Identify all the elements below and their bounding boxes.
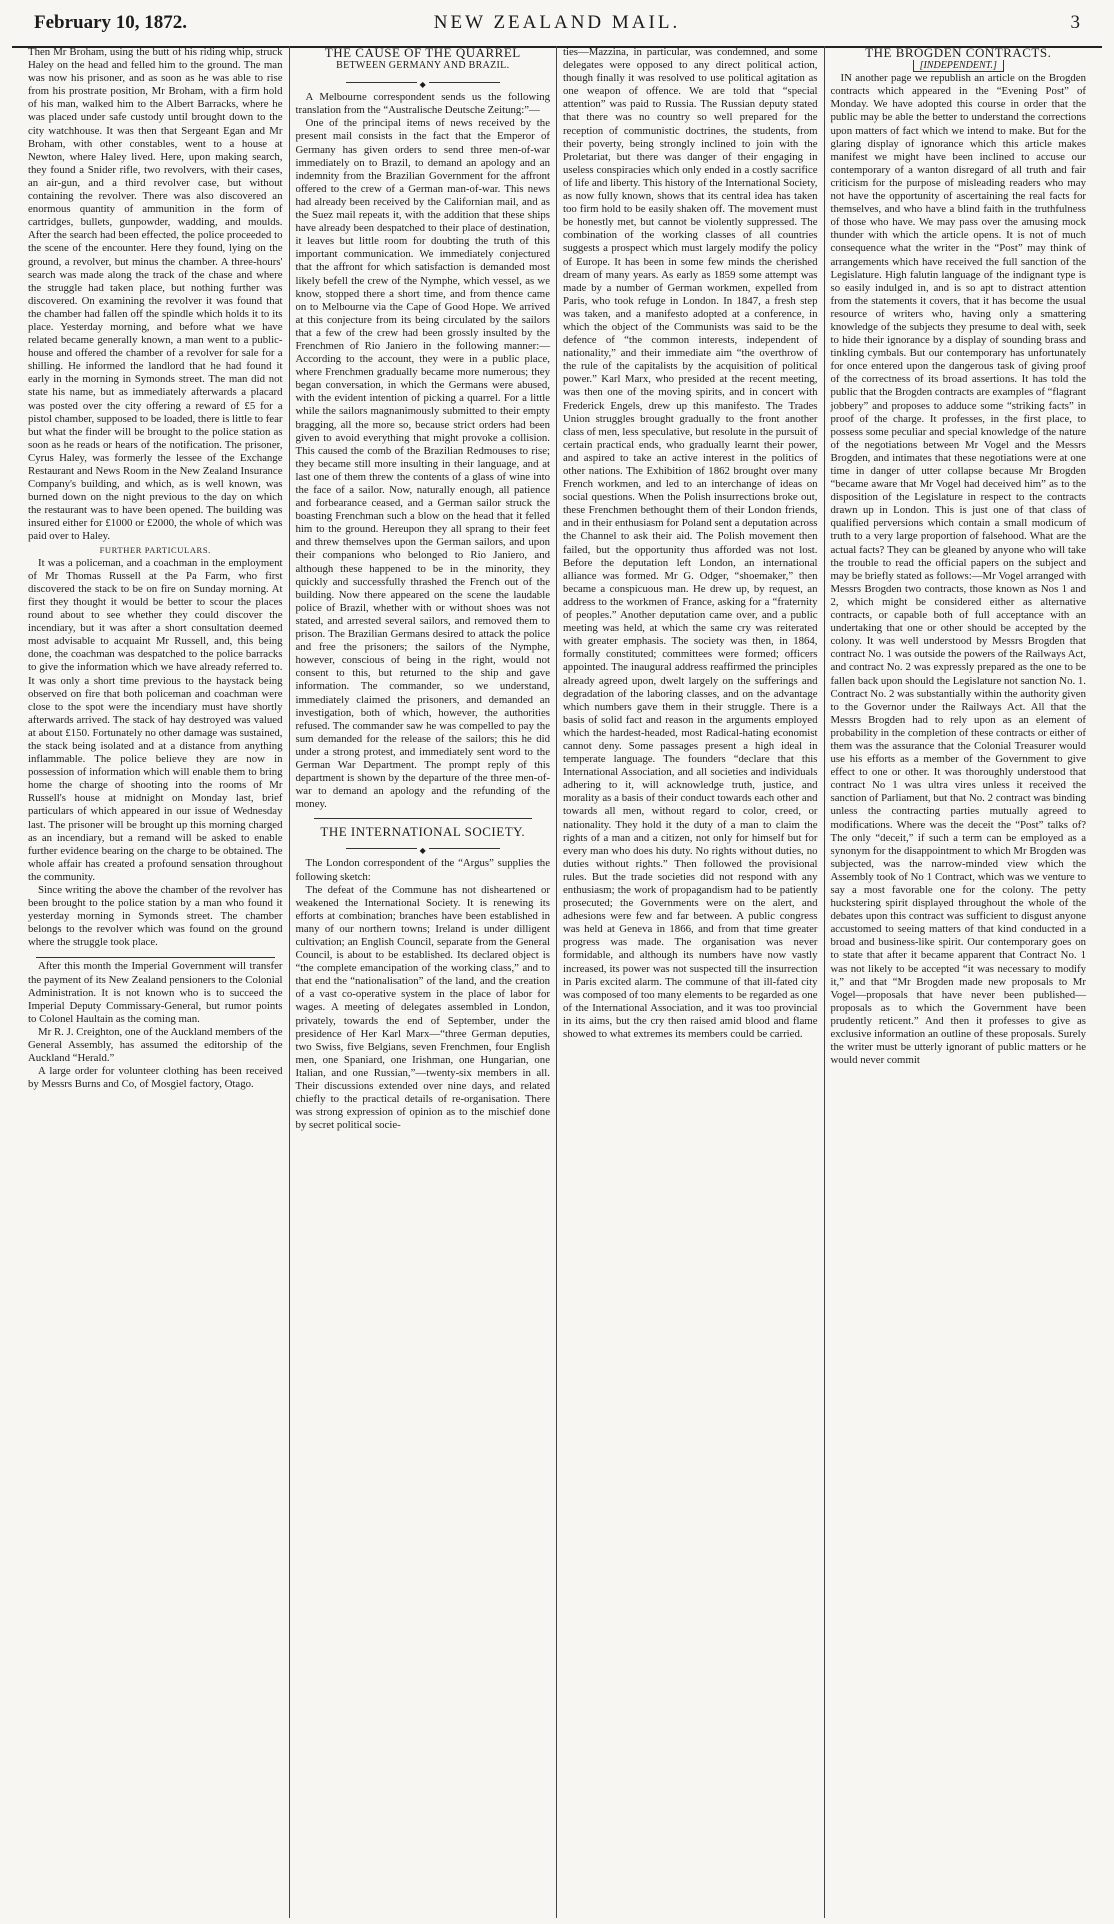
- newspaper-title: NEW ZEALAND MAIL.: [433, 12, 681, 33]
- column-2: [290, 46, 558, 1918]
- news-item: After this month the Imperial Government will transfer the payment of its New Zealand pensioners to the Colonial Administration. It is not known who is to succeed the Imperial Deputy Commissary-General, but rumor points to Colonel Haultain as the coming man.: [28, 960, 283, 1025]
- article-paragraph: IN another page we republish an article on the Brogden contracts which appeared in the “Evening Post” of Monday. We have adopted this course in order that the public may be able the better to understand the corrections upon matters of fact which we intend to make. But for the glaring display of ignorance which this article makes manifest we might have been inclined to accuse our contemporary of a wanton disregard of all truth and fair criticism for the purpose of misleading readers who may not have the opportunity of ascertaining the real facts for themselves, and who have a blind faith in the truthfulness of those who have. We may pass over the amusing mock thunder with which the article opens. It is not of much consequence what the writer in the “Post” may think of arrangements which have received the full sanction of the Legislature. High falutin language of the indignant type is so easily indulged in, and is so apt to distract attention from the statements it covers, that it has become the usual resource of writers who, having only a smattering knowledge of the subjects they presume to deal with, seek to hide their ignorance by a display of sounding brass and tinkling cymbals. But our contemporary has unfortunately for once entered upon the dangerous task of giving proof of the correctness of its broad assertions. It has told the public that the Brogden contracts are examples of “flagrant jobbery” and proposes to adduce some “striking facts” in proof of the charge. It professes, in the first place, to possess some peculiar and special knowledge of the nature of the negotiations between Mr Vogel and the Messrs Brogden, and intimates that these negotiations were at one time in danger of utter collapse because Mr Brogden “became aware that Mr Vogel had deceived him” as to the disposition of the Legislature in respect to the contracts drawn up in London. This is just one of that class of qualified perversions which contain a small modicum of truth to a very large proportion of falsehood. What are the actual facts? They can be gleaned by anyone who will take the trouble to read the official papers on the subject and may be briefly stated as follows:—Mr Vogel arranged with Messrs Brogden two contracts, those known as Nos 1 and 2, which might be considered either as alternative contracts, or capable both of full acceptance with an undertaking that one or other should be accepted by the colony. It was well understood by Messrs Brogden that contract No. 1 was outside the powers of the Railways Act, and contract No. 2 was expressly prepared as the one to be fallen back upon should the Legislature not sanction No. 1. Contract No. 2 was substantially within the authority given to the Governor under the Railways Act. All that the Messrs Brogden had to rely upon as an element of probability in the completion of these contracts or either of them was the assurance that the Colonial Treasurer would use his efforts as a member of the Government to give effect to one or other. It was thoroughly understood that contract No 1 was ultra vires unless it received the sanction of Parliament, but that No. 2 contract was binding unless the contracting parties mutually agreed to modifications. Where was the deceit the “Post” talks of? The only “deceit,” if such a term can be employed as a synonym for the disappointment to which Mr Brogden was subjected, was the narrow-minded view which the Assembly took of No 1 Contract, which was we venture to say a most favorable one for the colony. The petty huckstering spirit displayed throughout the whole of the debates upon this contract was sufficient to disgust anyone accustomed to seeing matters of that kind conducted in a broad and business-like spirit. Our contemporary goes on to state that after it became apparent that Contract No. 1 was not likely to be accepted “it was necessary to modify it,” and that “Mr Brogden made new proposals to Mr Vogel—proposals that have never been published—proposals as to which the Government have been prudently reticent.” And then it professes to give as exclusive information an outline of these proposals. Surely the writer must be utterly ignorant of public matters or he would never commit: [830, 72, 1086, 1067]
- article-paragraph: It was a policeman, and a coachman in the employment of Mr Thomas Russell at the Pa Farm, who first discovered the stack to be on fire on Sunday morning. At first they thought it would be better to scour the places round about to see whether they could discover the incendiary, but it was after a short consultation deemed most advisable to acquaint Mr Russell, and, this being done, the coachman was despatched to the police barracks to give the information which we have already referred to. It was only a short time previous to the haystack being observed on fire that both policeman and coachman were close to the spot were the incendiary must have shortly afterwards arrived. The stack of hay destroyed was valued at about £150. Fortunately no other damage was sustained, the stack being isolated and at a distance from anything inflammable. The police believe they are now in possession of information which will enable them to bring home the charge of shooting into the rooms of Mr Russell's house at midnight on Monday last, brief particulars of which appeared in our issue of Wednesday last. The prisoner will be brought up this morning charged as an incendiary, but a remand will be asked to enable further evidence bearing on the charge to be obtained. The whole affair has created a profound sensation throughout the community.: [28, 556, 283, 883]
- news-item: A large order for volunteer clothing has been received by Messrs Burns and Co, of Mosgiel factory, Otago.: [28, 1065, 283, 1091]
- article-paragraph: The London correspondent of the “Argus” supplies the following sketch:: [295, 857, 550, 883]
- issue-date: February 10, 1872.: [34, 12, 188, 33]
- article-headline: THE CAUSE OF THE QUARREL: [324, 46, 521, 60]
- article-paragraph: The defeat of the Commune has not disheartened or weakened the International Society. It is renewing its efforts at combination; branches have been established in many of our northern towns; Ireland is under dilligent cultivation; an English Council, separate from the General Council, is about to be established. Its declared object is “the complete emancipation of the working class,” and to that end the “nationalisation” of the land, and the creation of a vast co-operative system in the place of labor for wages. A meeting of delegates assembled in London, privately, towards the end of September, under the presidence of Her Karl Marx—“three German deputies, two Swiss, five Belgians, seven Frenchmen, four English men, one Spaniard, one Irishman, one Hungarian, one Italian, and one Russian,”—twenty-six members in all. Their discussions extended over nine days, and related chiefly to the practical details of re-organisation. There was strong expression of opinion as to the mischief done by secret political socie-: [295, 883, 550, 1132]
- divider: [36, 957, 275, 958]
- column-1: [22, 46, 290, 1918]
- ornament-divider: ◆: [296, 844, 551, 852]
- page-number: 3: [1070, 12, 1080, 33]
- news-item: Mr R. J. Creighton, one of the Auckland members of the General Assembly, has assumed the editorship of the Auckland “Herald.”: [28, 1025, 283, 1065]
- article-paragraph: A Melbourne correspondent sends us the following translation from the “Australische Deutsche Zeitung:”—: [295, 91, 550, 117]
- divider: [314, 818, 533, 819]
- columns: [22, 46, 1092, 1918]
- article-source: [831, 59, 1087, 72]
- source-label: [INDEPENDENT.]: [913, 60, 1004, 72]
- masthead: [12, 6, 1102, 48]
- column-4: [825, 46, 1093, 1918]
- column-3: [557, 46, 825, 1918]
- ornament-divider: ◆: [296, 78, 551, 86]
- article-headline: THE INTERNATIONAL SOCIETY.: [320, 824, 526, 840]
- article-paragraph: Then Mr Broham, using the butt of his riding whip, struck Haley on the head and felled him to the ground. The man was now his prisoner, and as soon as he was able to rise from his prostrate position, Mr Broham, with a firm hold of his man, walked him to the Albert Barracks, where he was placed under safe custody until brought down to the city watchhouse. It was then that Sergeant Egan and Mr Broham, with other constables, went to a house at Newton, where Haley lived. Here, upon making search, they found a Snider rifle, two revolvers, with their cases, an air-gun, and a third revolver case, but without containing the revolver. There was also discovered an enormous quantity of ammunition in the form of cartridges, bullets, gunpowder, wadding, and moulds. After the search had been effected, the police proceeded to the scene of the encounter. Here they found, lying on the ground, a revolver, but minus the chamber. A three-hours' search was made along the track of the chase and where the struggle had taken place, but nothing further was discovered. On examining the revolver it was found that the chamber had fallen off the spindle which holds it to its place. Yesterday morning, and before what we have related became generally known, a man went to a public-house and offered the chamber of a revolver for sale for a shilling. He informed the landlord that he had found it early in the morning in Symonds street. The man did not state his name, but as immediately afterwards a placard was posted over the city offering a reward of £5 for a pistol chamber, supposed to be loaded, there is little to fear but what the finder will be brought to the police station as soon as he reads or hears of the notification. The prisoner, Cyrus Haley, was formerly the lessee of the Exchange Restaurant and News Room in the New Zealand Insurance Company's building, and which, as is well known, was burned down on the night previous to the day on which the restaurant was to have been opened. The building was insured either for £1000 or £2000, the whole of which was paid over to Haley.: [28, 46, 283, 543]
- article-headline: THE BROGDEN CONTRACTS.: [865, 46, 1052, 60]
- article-paragraph: ties—Mazzina, in particular, was condemned, and some delegates were opposed to any direct political action, though finally it was resolved to use political agitation as one weapon of offence. We are told that “special attention” was paid to Russia. The Russian deputy stated that there was no country so well prepared for the reception of communistic doctrines, the students, from their poverty, being strongly inclined to join with the Proletariat, but there was danger of their engaging in useless conspiracies which only ended in a costly sacrifice of life and liberty. This history of the International Society, as now fully known, shows that its central idea has taken too firm hold to be easily shaken off. The movement must be honestly met, but cannot be violently suppressed. The combination of the working classes of all countries suggests a prospect which must largely modify the policy of Europe. It has been in some few minds the cherished dream of many years. As early as 1859 some attempt was made by a number of German workmen, expelled from Paris, who took refuge in London. In 1847, a fresh step was taken, and a manifesto adopted at a conference, in which the object of the Communists was said to be the defence of “the common interests, independent of nationality,” and their immediate aim “the overthrow of the rule of the capitalists by the acquisition of political power.” Karl Marx, who presided at the recent meeting, was then one of the moving spirits, and in concert with Frederick Engels, drew up this manifesto. The Trades Union struggles brought gradually to the front another class of men, less speculative, but resolute in the pursuit of certain practical ends, who gradually learnt their power, and aspired to take an active interest in the politics of other nations. The Exhibition of 1862 brought over many French workmen, and led to an interchange of ideas on social questions. When the Polish insurrections broke out, these Frenchmen bethought them of their London friends, and in their enthusiasm for Poland sent a deputation across the Channel to ask their aid. The Polish movement then failed, but the opportunity thus afforded was not lost. Before the deputation left London, an international alliance was formed. Mr G. Odger, “shoemaker,” then became a conspicuous man. He drew up, by request, an address to the workmen of France, asking for a “fraternity of peoples.” Another deputation came over, and a public meeting was held, at which the same cry was reiterated with greater emphasis. The society was then, in 1864, formally constituted; committees were formed; officers appointed. The inaugural address reaffirmed the principles already agreed upon, dwelt largely on the sufferings and degradation of the laboring classes, and on the advantage which numbers gave them in their struggle. There is a basis of solid fact and reason in the arguments employed which the hardest-headed, most Radical-hating economist cannot deny. Some passages present a high ideal in temperate language. The founders “declare that this International Association, and all societies and individuals adhering to it, will acknowledge truth, justice, and morality as a basis of their conduct towards each other and towards all men, without regard to color, creed, or nationality. They hold it the duty of a man to claim the rights of a man and a citizen, not only for himself but for every man who does his duty. No rights without duties, no duties without rights.” Then followed the provisional rules. But the trade societies did not respond with any enthusiasm; the work of propagandism had to be patiently prosecuted; the Governments were on the alert, and adhesions were few and far between. A public congress was held at Geneva in 1866, and from that time greater progress was made. The organisation was never formidable, and although its numbers have now vastly increased, its power was not suspected till the insurrection in Paris excited alarm. The commune of that ill-fated city was composed of too many elements to be regarded as one of the International Association, and it was too provincial in its aims, but the cry then raised amid blood and flame showed to what extremes its members could be carried.: [563, 46, 818, 1041]
- article-subheadline: BETWEEN GERMANY AND BRAZIL.: [336, 60, 510, 72]
- section-subheading: FURTHER PARTICULARS.: [99, 544, 211, 555]
- article-paragraph: Since writing the above the chamber of the revolver has been brought to the police station by a man who found it yesterday morning in Symonds street. The chamber belongs to the revolver which was found on the ground where the struggle took place.: [28, 884, 283, 949]
- article-paragraph: One of the principal items of news received by the present mail consists in the fact that the Emperor of Germany has given orders to send three men-of-war immediately on to Brazil, to demand an apology and an indemnity from the Brazilian Government for the affront offered to the crew of a German man-of-war. This news had already been received by the Californian mail, and as the Suez mail repeats it, with the addition that these ships have already been despatched to their place of destination, it leaves but little room for doubting the truth of this important communication. We immediately conjectured that the affront for which satisfaction is demanded most likely befell the crew of the Nymphe, which vessel, as we know, stopped there a short time, and from thence came on to Melbourne via the Cape of Good Hope. We arrived at this conjecture from its being circulated by the sailors that a few of the crew had been grossly insulted by the Frenchmen of Rio Janiero in the following manner:—According to the account, they were in a public place, where Frenchmen gradually became more numerous; they began conversation, in which the Germans were abused, with the evident intention of picking a quarrel. For a little while the sailors magnanimously submitted to their empty bragging, all the more so, because strict orders had been given to avoid everything that might provoke a collision. This caused the comb of the Brazilian Redmouses to rise; they became still more insulting in their language, and at last one of them threw the contents of a glass of wine into the face of a sailor. Now, naturally enough, all patience and forbearance ceased, and a German sailor struck the boasting Frenchman such a blow on the head that it felled him to the ground. Hereupon they all sprang to their feet and threw themselves upon the German sailors, and upon their companions who belonged to Rio Janiero, and although these happened to be in the minority, they quickly and successfully thrashed the French out of the building. Now there appeared on the scene the laudable police of Brazil, whether with or without shoes was not stated, and arrested several sailors, and removed them to prison. The Brazilian Germans desired to attack the police and free the prisoners; the sailors of the Nymphe, however, conscious of being in the right, would not consent to this, but returned to the ship and gave information. The commander, so we understand, immediately claimed the prisoners, and demanded an investigation, both of which, however, the authorities refused. The commander saw he was compelled to pay the sum demanded for the release of the sailors; this he did under a strong protest, and immediately sent word to the German War Department. The prompt reply of this department is shown by the departure of the three men-of-war to demand an apology and the refunding of the money.: [295, 117, 550, 811]
